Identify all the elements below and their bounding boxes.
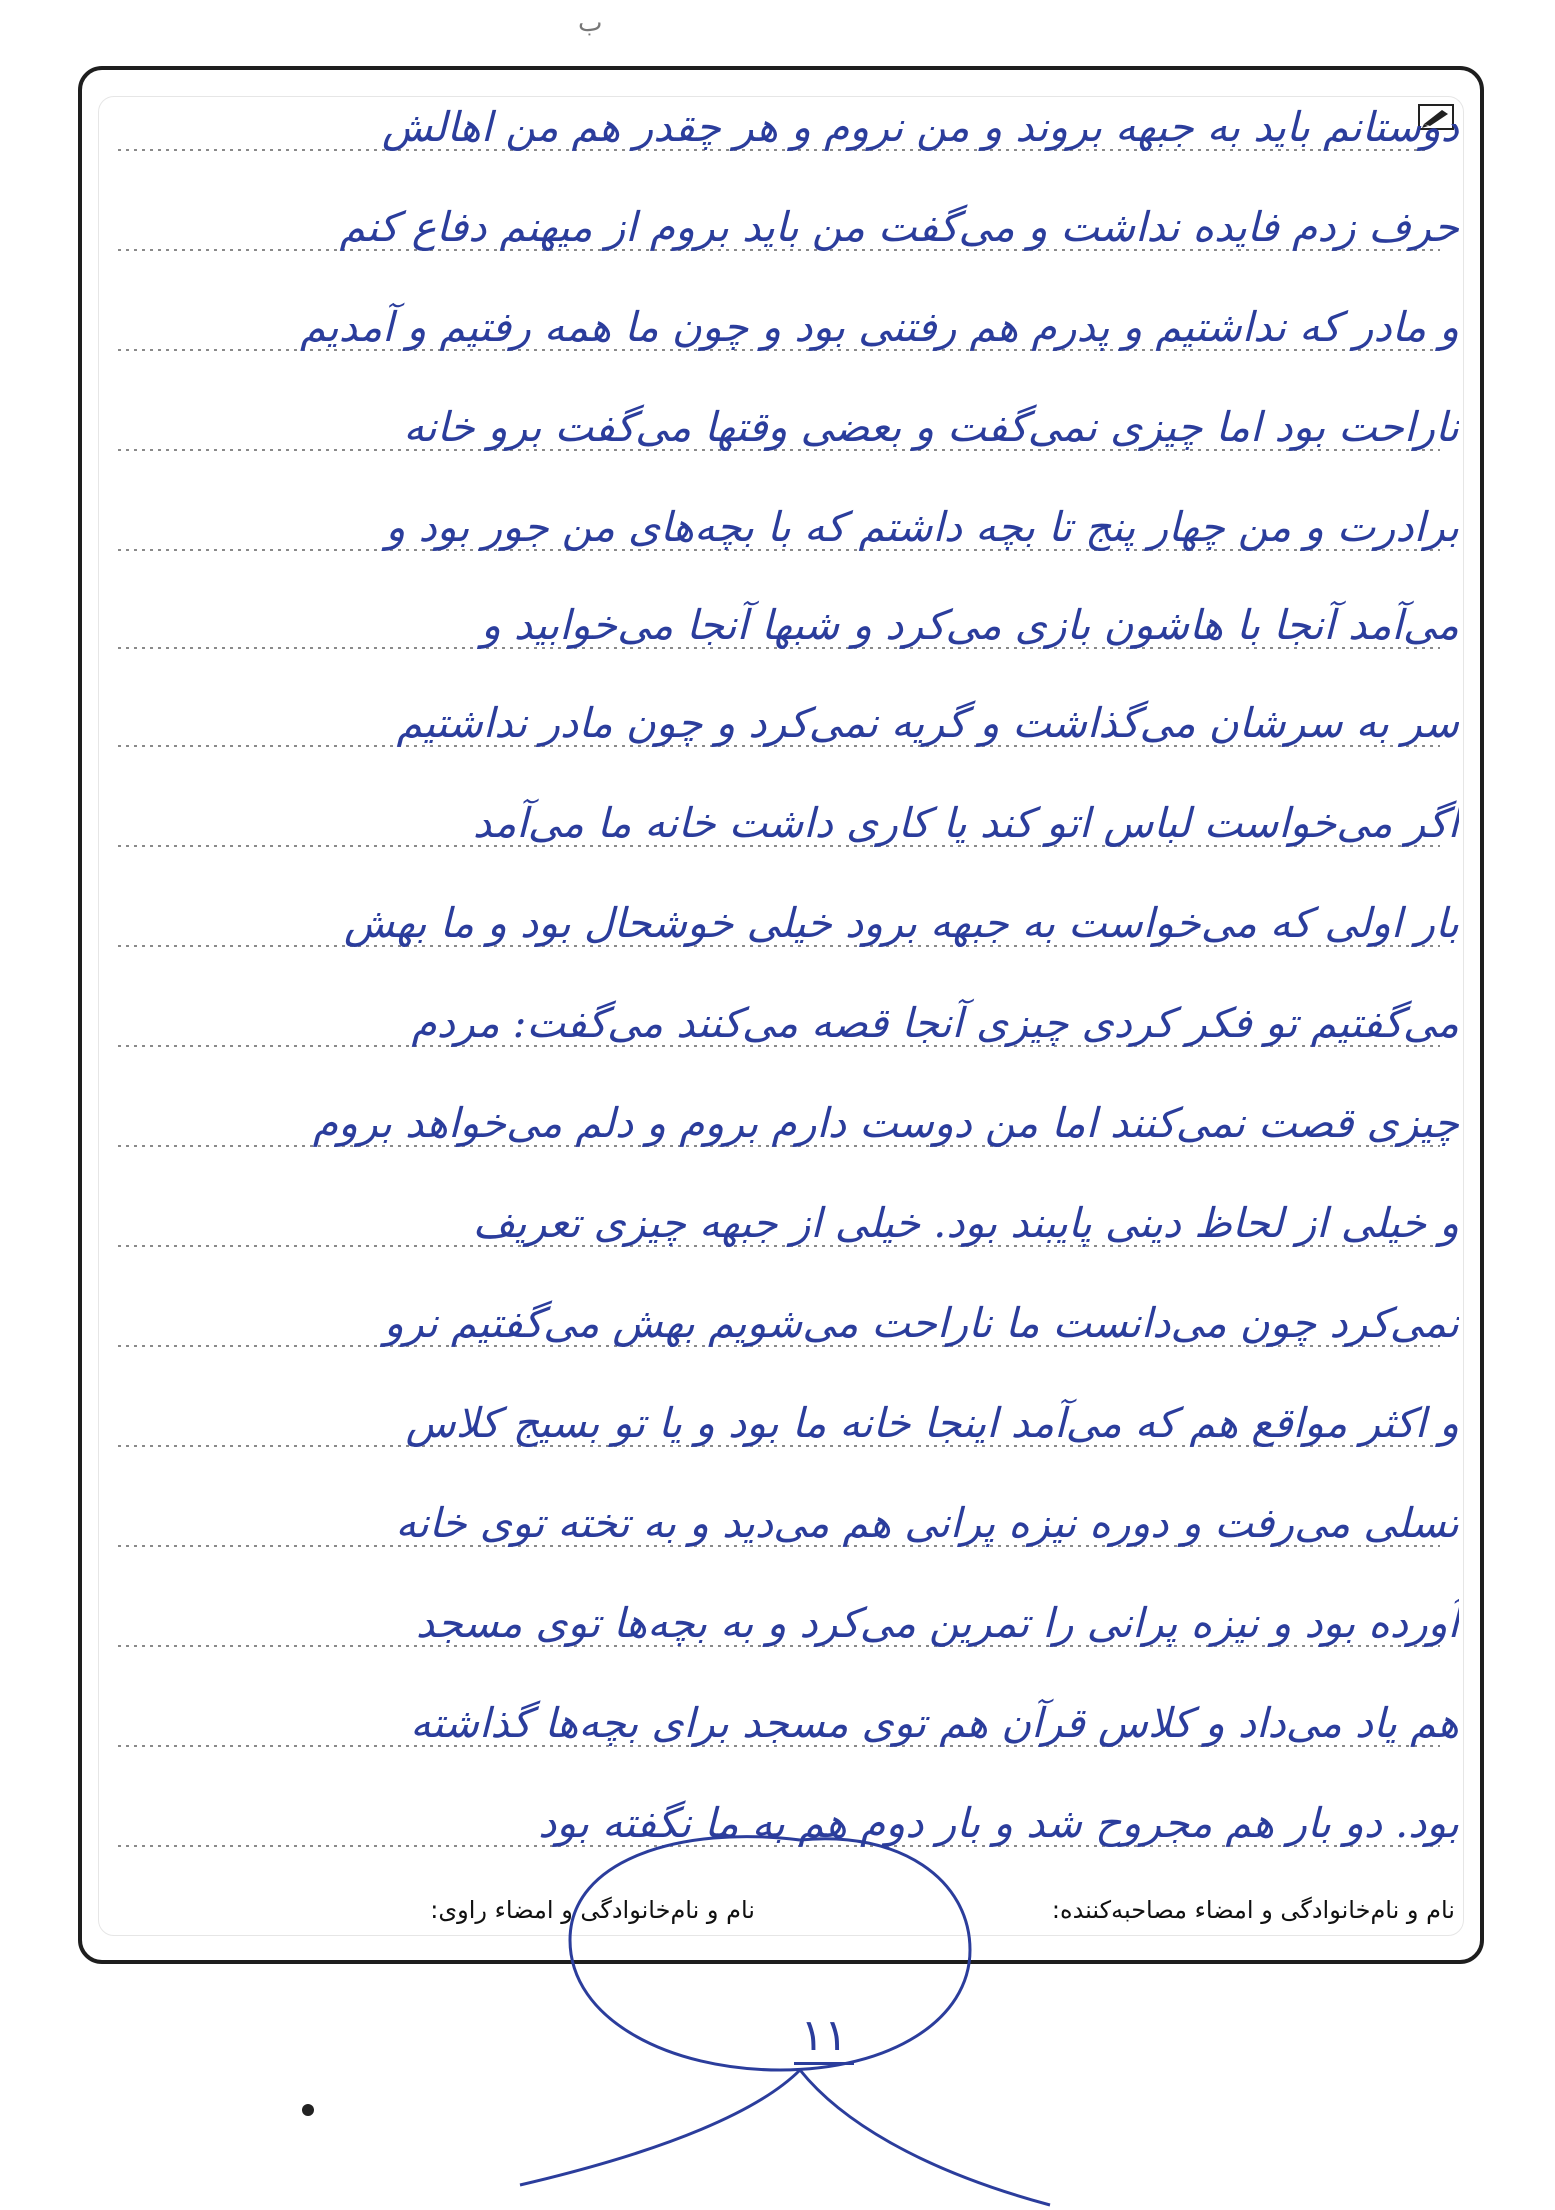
- page-number: ۱۱: [794, 2010, 854, 2065]
- top-margin-mark: ب: [578, 8, 603, 38]
- interviewer-signature-label: نام و نام‌خانوادگی و امضاء مصاحبه‌کننده:: [1051, 1896, 1455, 1924]
- handwritten-line: نمی‌کرد چون می‌دانست ما ناراحت می‌شویم بهش می‌گفتیم نرو: [384, 1299, 1459, 1347]
- handwritten-line: ناراحت بود اما چیزی نمی‌گفت و بعضی وقتها می‌گفت برو خانه: [403, 403, 1459, 451]
- handwritten-line: تسلی می‌رفت و دوره نیزه پرانی هم می‌دید و به تخته توی خانه: [395, 1499, 1459, 1547]
- handwritten-line: سر به سرشان می‌گذاشت و گریه نمی‌کرد و چون مادر نداشتیم: [396, 699, 1459, 747]
- handwritten-line: بود. دو بار هم مجروح شد و بار دوم هم به ما نگفته بود: [538, 1799, 1459, 1847]
- signature-loop: [500, 1820, 1060, 2210]
- handwritten-line: چیزی قصت نمی‌کنند اما من دوست دارم بروم و دلم می‌خواهد بروم: [312, 1099, 1459, 1147]
- handwritten-line: اگر می‌خواست لباس اتو کند یا کاری داشت خانه ما می‌آمد: [472, 799, 1459, 847]
- narrator-signature-label: نام و نام‌خانوادگی و امضاء راوی:: [430, 1896, 755, 1924]
- handwritten-line: و اکثر مواقع هم که می‌آمد اینجا خانه ما بود و یا تو بسیج کلاس: [405, 1399, 1459, 1447]
- ink-dot: [302, 2104, 314, 2116]
- handwritten-line: هم یاد می‌داد و کلاس قرآن هم توی مسجد برای بچه‌ها گذاشته: [410, 1699, 1459, 1747]
- handwritten-line: می‌گفتیم تو فکر کردی چیزی آنجا قصه می‌کنند می‌گفت: مردم: [411, 999, 1459, 1047]
- handwritten-line: می‌آمد آنجا با هاشون بازی می‌کرد و شبها آنجا می‌خوابید و: [481, 601, 1459, 649]
- handwritten-line: بار اولی که می‌خواست به جبهه برود خیلی خوشحال بود و ما بهش: [344, 899, 1459, 947]
- handwritten-line: دوستانم باید به جبهه بروند و من نروم و هر چقدر هم من اهالش: [382, 103, 1459, 151]
- handwritten-line: آورده بود و نیزه پرانی را تمرین می‌کرد و به بچه‌ها توی مسجد: [415, 1599, 1459, 1647]
- handwritten-line: برادرت و من چهار پنج تا بچه داشتم که با بچه‌های من جور بود و: [385, 503, 1459, 551]
- handwritten-line: و خیلی از لحاظ دینی پایبند بود. خیلی از جبهه چیزی تعریف: [472, 1199, 1459, 1247]
- handwritten-line: و مادر که نداشتیم و پدرم هم رفتنی بود و چون ما همه رفتیم و آمدیم: [300, 303, 1459, 351]
- handwritten-line: حرف زدم فایده نداشت و می‌گفت من باید بروم از میهنم دفاع کنم: [339, 203, 1459, 251]
